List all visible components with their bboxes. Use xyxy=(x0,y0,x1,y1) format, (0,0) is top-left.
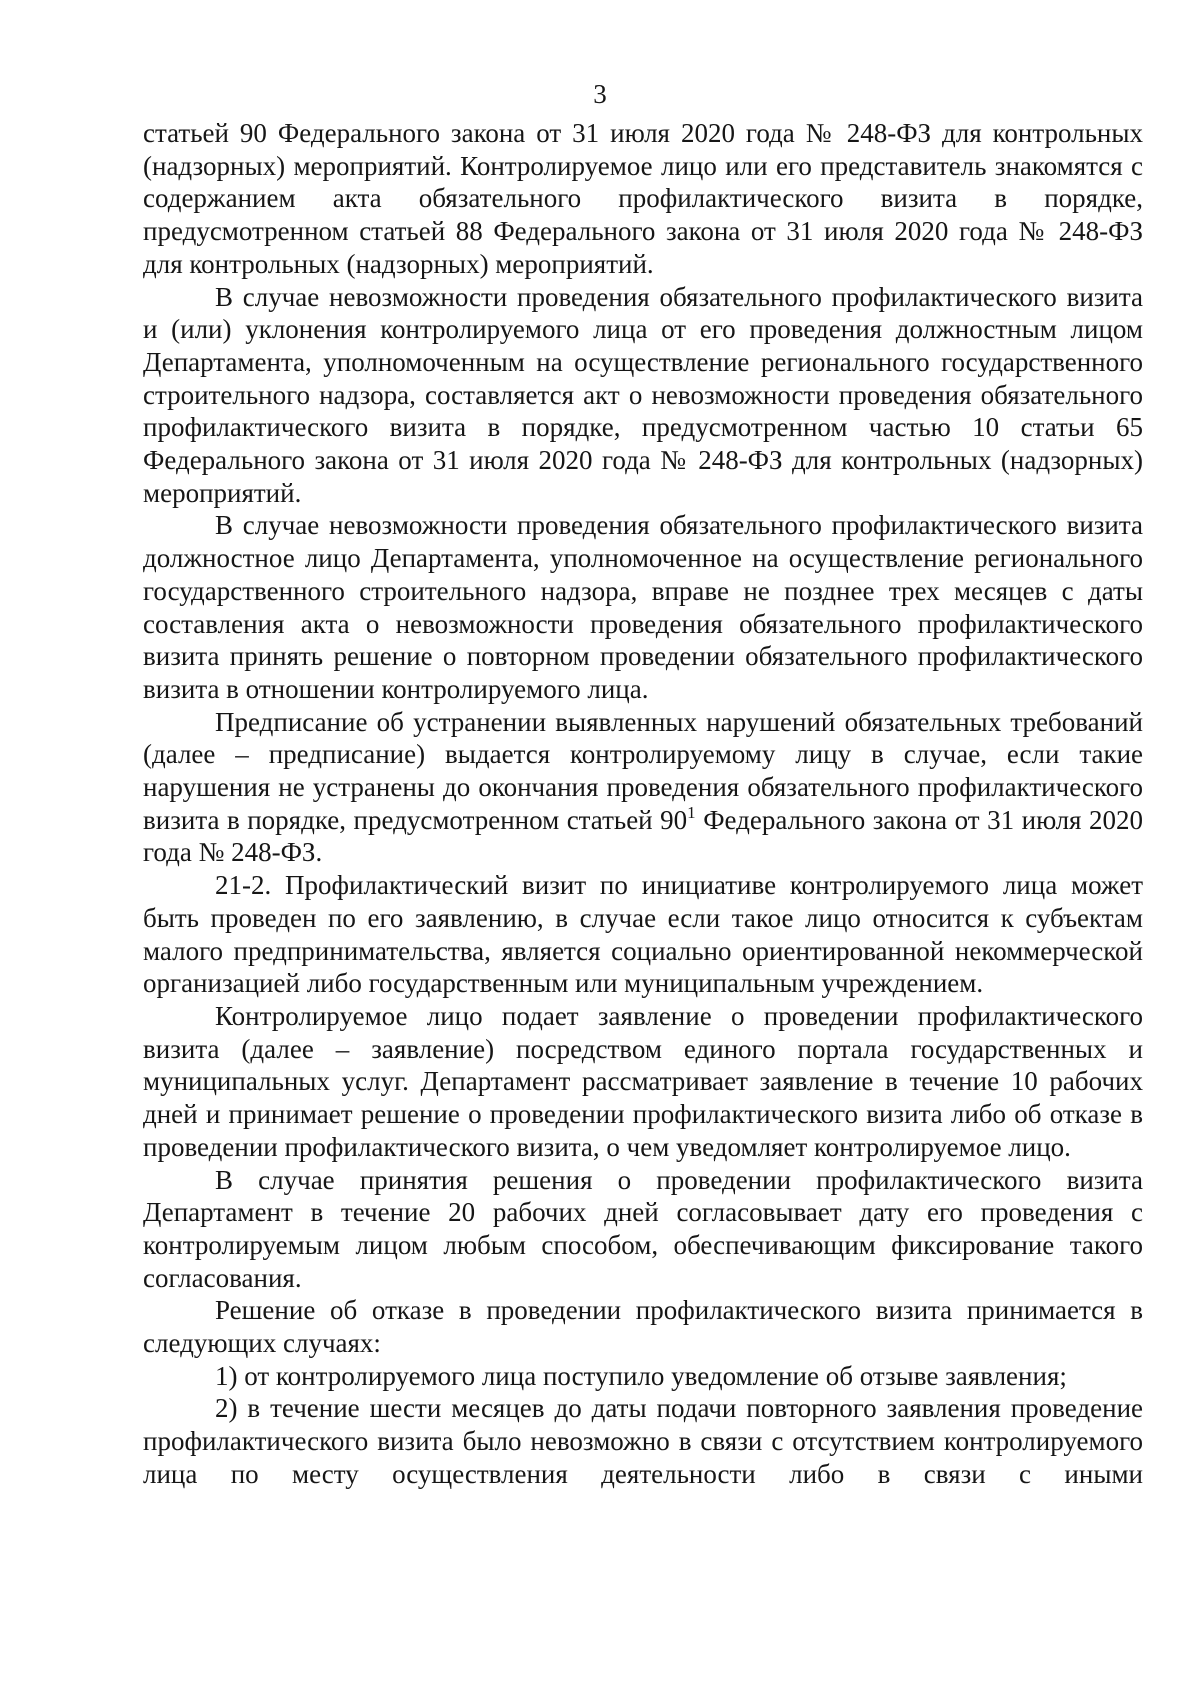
list-item-1: 1) от контролируемого лица поступило уведомление об отзыве заявления; xyxy=(215,1360,1067,1391)
list-item-2: 2) в течение шести месяцев до даты подачи повторного заявления проведение профилактического визита было невозможно в связи с отсутствием контролируемого лица по месту осуществления деятельности либо в связи с иными xyxy=(143,1393,1143,1489)
prescription-text-end: Федерального закона от 31 июля 2020 года № 248-ФЗ. xyxy=(143,804,1144,868)
paragraph-application: Контролируемое лицо подает заявление о проведении профилактического визита (далее – заявление) посредством единого портала государственных и муниципальных услуг. Департамент рассматривает заявление в течение 10 рабочих дней и принимает решение о проведении профилактического визита либо об отказе в проведении профилактического визита, о чем уведомляет контролируемое лицо. xyxy=(143,1000,1143,1162)
paragraph-impossibility-act: В случае невозможности проведения обязательного профилактического визита и (или) уклонения контролируемого лица от его проведения должностным лицом Департамента, уполномоченным на осуществление регионального государственного строительного надзора, составляется акт о невозможности проведения обязательного профилактического визита в порядке, предусмотренном частью 10 статьи 65 Федерального закона от 31 июля 2020 года № 248-ФЗ для контрольных (надзорных) мероприятий. xyxy=(143,281,1143,508)
paragraph-21-2: 21-2. Профилактический визит по инициативе контролируемого лица может быть проведен по его заявлению, в случае если такое лицо относится к субъектам малого предпринимательства, является социально ориентированной некоммерческой организацией либо государственным или муниципальным учреждением. xyxy=(143,870,1143,999)
paragraph-prescription xyxy=(143,706,1143,870)
prescription-text-start: Предписание об устранении выявленных нарушений обязательных требований (далее – предписание) выдается контролируемому лицу в случае, если такие нарушения не устранены до окончания проведения обязательного профилактического визита в порядке, предусмотренном статьей 90 xyxy=(143,706,1143,835)
paragraph-agreement: В случае принятия решения о проведении профилактического визита Департамент в течение 20 рабочих дней согласовывает дату его проведения с контролируемым лицом любым способом, обеспечивающим фиксирование такого согласования. xyxy=(143,1164,1143,1293)
article-superscript: 1 xyxy=(687,802,696,822)
document-body xyxy=(143,117,1143,1491)
paragraph-refusal-cases: Решение об отказе в проведении профилактического визита принимается в следующих случаях: xyxy=(143,1295,1143,1359)
page-number: 3 xyxy=(593,79,607,109)
paragraph-continuation: статьей 90 Федерального закона от 31 июля 2020 года № 248-ФЗ для контрольных (надзорных) мероприятий. Контролируемое лицо или его представитель знакомятся с содержанием акта обязательного профилактического визита в порядке, предусмотренном статьей 88 Федерального закона от 31 июля 2020 года № 248-ФЗ для контрольных (надзорных) мероприятий. xyxy=(143,118,1143,279)
paragraph-repeat-visit: В случае невозможности проведения обязательного профилактического визита должностное лицо Департамента, уполномоченное на осуществление регионального государственного строительного надзора, вправе не позднее трех месяцев с даты составления акта о невозможности проведения обязательного профилактического визита принять решение о повторном проведении обязательного профилактического визита в отношении контролируемого лица. xyxy=(143,510,1143,704)
